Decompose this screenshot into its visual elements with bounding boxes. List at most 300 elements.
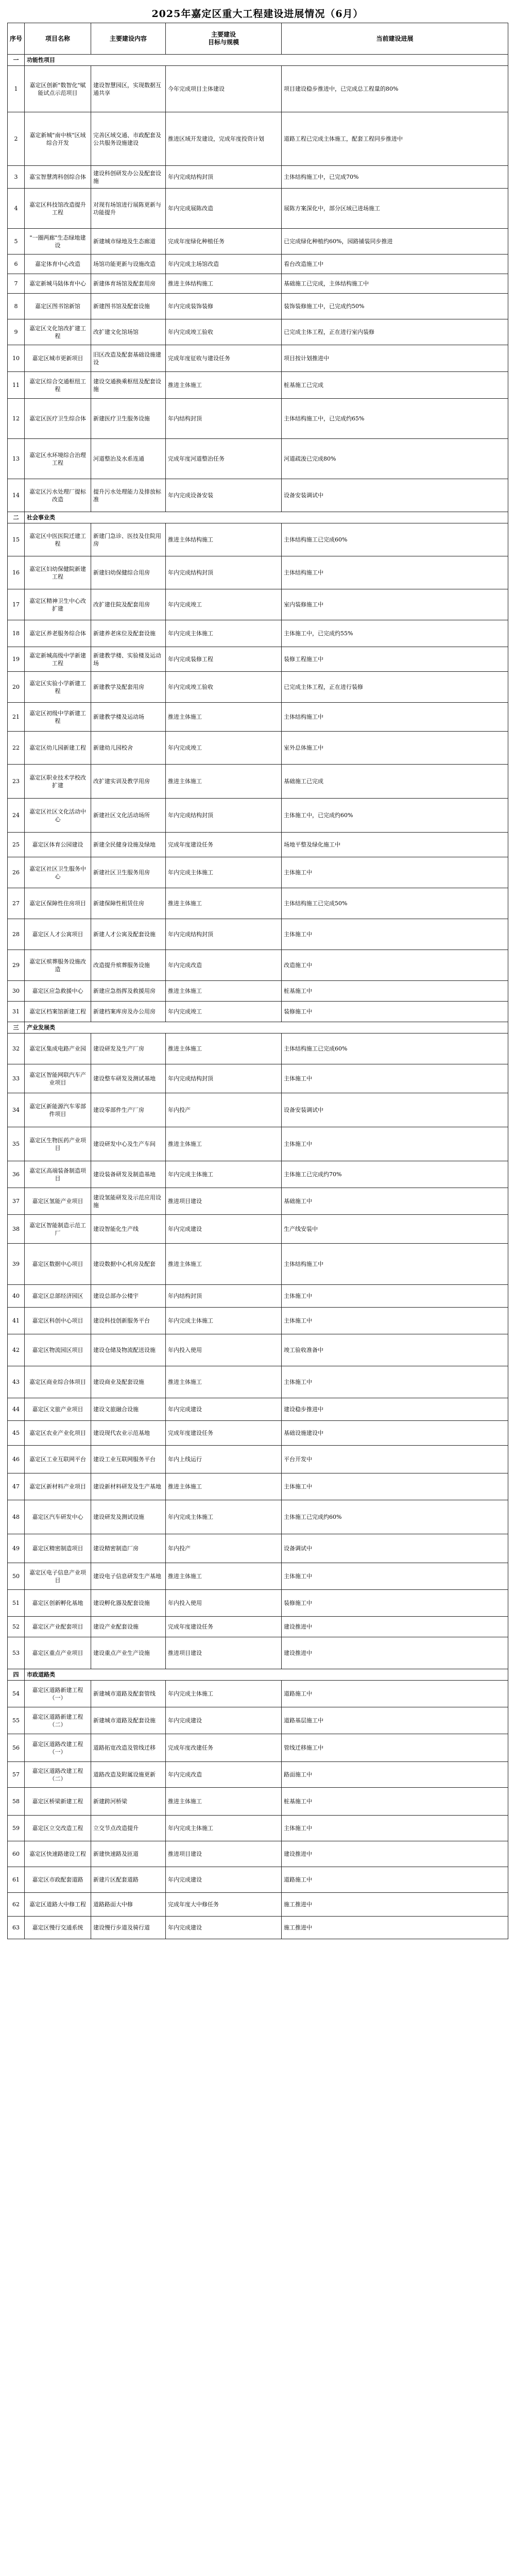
table-header-row bbox=[8, 23, 508, 55]
project-content: 建设交通换乘枢纽及配套设施 bbox=[91, 372, 166, 399]
category-name: 产业发展类 bbox=[25, 1022, 508, 1033]
row-number: 48 bbox=[8, 1500, 25, 1534]
category-number: 二 bbox=[8, 512, 25, 523]
table-row bbox=[8, 1127, 508, 1161]
project-goal: 年内完成结构封顶 bbox=[166, 799, 282, 833]
table-row bbox=[8, 255, 508, 274]
project-progress: 设备安装调试中 bbox=[282, 1093, 508, 1127]
project-name: 嘉定区社区文化活动中心 bbox=[25, 799, 91, 833]
row-number: 44 bbox=[8, 1398, 25, 1421]
project-content: 新建图书馆及配套设施 bbox=[91, 294, 166, 319]
project-progress: 建设稳步推进中 bbox=[282, 1398, 508, 1421]
project-name: 嘉定区新能源汽车零部件项目 bbox=[25, 1093, 91, 1127]
project-content: 新建应急指挥及救援用房 bbox=[91, 981, 166, 1002]
project-goal: 年内完成竣工验收 bbox=[166, 672, 282, 703]
project-content: 建设数据中心机房及配套 bbox=[91, 1244, 166, 1285]
project-goal: 年内完成主场馆改造 bbox=[166, 255, 282, 274]
project-progress: 主体施工中 bbox=[282, 1064, 508, 1093]
project-content: 新建城市绿地及生态廊道 bbox=[91, 229, 166, 255]
project-progress: 主体施工中 bbox=[282, 857, 508, 888]
project-progress: 主体施工中，已完成约60% bbox=[282, 799, 508, 833]
table-row bbox=[8, 479, 508, 512]
project-goal: 今年完成项目主体建设 bbox=[166, 66, 282, 112]
project-name: 嘉定区创新孵化基地 bbox=[25, 1590, 91, 1617]
project-name: 嘉定区社区卫生服务中心 bbox=[25, 857, 91, 888]
project-progress: 桩基施工已完成 bbox=[282, 372, 508, 399]
table-row bbox=[8, 1002, 508, 1022]
project-name: 嘉定区精密制造项目 bbox=[25, 1534, 91, 1563]
project-name: 嘉定区医疗卫生综合体 bbox=[25, 399, 91, 439]
project-goal: 完成年度建设任务 bbox=[166, 833, 282, 857]
table-row bbox=[8, 1334, 508, 1366]
project-progress: 主体结构施工已完成60% bbox=[282, 1033, 508, 1064]
table-row bbox=[8, 703, 508, 732]
header-name: 项目名称 bbox=[25, 23, 91, 55]
project-name: 嘉定区氢能产业项目 bbox=[25, 1188, 91, 1215]
row-number: 35 bbox=[8, 1127, 25, 1161]
project-goal: 年内完成建设 bbox=[166, 1398, 282, 1421]
project-goal: 推进项目建设 bbox=[166, 1637, 282, 1669]
project-name: 嘉定区高端装备制造项目 bbox=[25, 1161, 91, 1188]
project-name: 嘉定区污水处理厂提标改造 bbox=[25, 479, 91, 512]
row-number: 37 bbox=[8, 1188, 25, 1215]
project-goal: 年内完成结构封顶 bbox=[166, 919, 282, 950]
row-number: 20 bbox=[8, 672, 25, 703]
project-goal: 完成年度建设任务 bbox=[166, 1421, 282, 1446]
project-name: 嘉定区殡葬服务设施改造 bbox=[25, 950, 91, 981]
project-progress: 项目建设稳步推进中，已完成总工程量的80% bbox=[282, 66, 508, 112]
row-number: 26 bbox=[8, 857, 25, 888]
project-goal: 年内完成竣工 bbox=[166, 732, 282, 765]
category-name: 功能性项目 bbox=[25, 55, 508, 66]
table-row bbox=[8, 294, 508, 319]
project-goal: 推进项目建设 bbox=[166, 1188, 282, 1215]
project-name: 嘉定区养老服务综合体 bbox=[25, 620, 91, 647]
header-progress: 当前建设进展 bbox=[282, 23, 508, 55]
project-progress: 室外总体施工中 bbox=[282, 732, 508, 765]
project-content: 道路路面大中修 bbox=[91, 1893, 166, 1917]
project-goal: 推进主体施工 bbox=[166, 703, 282, 732]
table-row bbox=[8, 799, 508, 833]
project-name: 嘉定区初级中学新建工程 bbox=[25, 703, 91, 732]
row-number: 17 bbox=[8, 589, 25, 620]
project-progress: 建设推进中 bbox=[282, 1841, 508, 1867]
project-name: 嘉宝智慧湾科创综合体 bbox=[25, 166, 91, 189]
table-row bbox=[8, 556, 508, 589]
table-row bbox=[8, 1188, 508, 1215]
row-number: 60 bbox=[8, 1841, 25, 1867]
table-row bbox=[8, 589, 508, 620]
project-name: 嘉定区城市更新项目 bbox=[25, 345, 91, 372]
project-name: 嘉定区桥梁新建工程 bbox=[25, 1788, 91, 1816]
row-number: 46 bbox=[8, 1446, 25, 1473]
project-goal: 推进主体施工 bbox=[166, 888, 282, 919]
project-content: 新建保障性租赁住房 bbox=[91, 888, 166, 919]
table-row bbox=[8, 765, 508, 799]
project-goal: 年内完成建设 bbox=[166, 1867, 282, 1893]
table-row bbox=[8, 345, 508, 372]
table-row bbox=[8, 274, 508, 294]
project-progress: 桩基施工中 bbox=[282, 981, 508, 1002]
project-goal: 年内完成建设 bbox=[166, 1917, 282, 1939]
project-name: 嘉定区道路新建工程（一） bbox=[25, 1681, 91, 1707]
project-goal: 年内完成主体施工 bbox=[166, 1161, 282, 1188]
project-content: 建设研发及生产厂房 bbox=[91, 1033, 166, 1064]
table-row bbox=[8, 1734, 508, 1762]
category-number: 一 bbox=[8, 55, 25, 66]
project-goal: 年内完成建设 bbox=[166, 1215, 282, 1244]
table-row bbox=[8, 1366, 508, 1398]
project-goal: 完成年度征收与建设任务 bbox=[166, 345, 282, 372]
project-progress: 已完成主体工程，正在进行室内装修 bbox=[282, 319, 508, 345]
project-goal: 推进主体结构施工 bbox=[166, 523, 282, 556]
table-row bbox=[8, 1308, 508, 1334]
project-goal: 年内投入使用 bbox=[166, 1334, 282, 1366]
project-content: 新建城市道路及配套管线 bbox=[91, 1681, 166, 1707]
project-name: 嘉定区档案馆新建工程 bbox=[25, 1002, 91, 1022]
project-progress: 基础施工已完成，主体结构施工中 bbox=[282, 274, 508, 294]
project-progress: 桩基施工中 bbox=[282, 1788, 508, 1816]
row-number: 33 bbox=[8, 1064, 25, 1093]
project-goal: 年内完成主体施工 bbox=[166, 857, 282, 888]
project-goal: 年内完成装修工程 bbox=[166, 647, 282, 672]
project-name: 嘉定区文旅产业项目 bbox=[25, 1398, 91, 1421]
row-number: 29 bbox=[8, 950, 25, 981]
project-progress: 基础施工中 bbox=[282, 1188, 508, 1215]
project-goal: 推进主体结构施工 bbox=[166, 274, 282, 294]
project-content: 建设智能化生产线 bbox=[91, 1215, 166, 1244]
project-content: 建设智慧园区，实现数据互通共享 bbox=[91, 66, 166, 112]
table-row bbox=[8, 1093, 508, 1127]
table-row bbox=[8, 1590, 508, 1617]
project-progress: 看台改造施工中 bbox=[282, 255, 508, 274]
project-name: 嘉定区保障性住房项目 bbox=[25, 888, 91, 919]
project-goal: 推进主体施工 bbox=[166, 1127, 282, 1161]
row-number: 55 bbox=[8, 1707, 25, 1734]
row-number: 38 bbox=[8, 1215, 25, 1244]
project-progress: 主体结构施工已完成50% bbox=[282, 888, 508, 919]
project-name: 嘉定区道路新建工程（二） bbox=[25, 1707, 91, 1734]
row-number: 22 bbox=[8, 732, 25, 765]
project-progress: 装修施工中 bbox=[282, 1590, 508, 1617]
project-name: 嘉定区汽车研发中心 bbox=[25, 1500, 91, 1534]
project-content: 建设零部件生产厂房 bbox=[91, 1093, 166, 1127]
row-number: 45 bbox=[8, 1421, 25, 1446]
table-row bbox=[8, 1285, 508, 1308]
project-name: 嘉定区新材料产业项目 bbox=[25, 1473, 91, 1500]
category-row bbox=[8, 55, 508, 66]
project-goal: 年内完成竣工 bbox=[166, 1002, 282, 1022]
table-row bbox=[8, 1841, 508, 1867]
category-row bbox=[8, 512, 508, 523]
project-content: 新建门急诊、医技及住院用房 bbox=[91, 523, 166, 556]
project-progress: 建设推进中 bbox=[282, 1637, 508, 1669]
project-progress: 主体施工中 bbox=[282, 919, 508, 950]
project-content: 建设慢行步道及骑行道 bbox=[91, 1917, 166, 1939]
project-content: 对现有场馆进行展陈更新与功能提升 bbox=[91, 189, 166, 229]
table-row bbox=[8, 439, 508, 479]
row-number: 53 bbox=[8, 1637, 25, 1669]
project-goal: 年内上线运行 bbox=[166, 1446, 282, 1473]
row-number: 23 bbox=[8, 765, 25, 799]
table-row bbox=[8, 166, 508, 189]
row-number: 39 bbox=[8, 1244, 25, 1285]
project-content: 新建快速路及匝道 bbox=[91, 1841, 166, 1867]
table-row bbox=[8, 1893, 508, 1917]
project-goal: 年内完成改造 bbox=[166, 950, 282, 981]
project-content: 建设产业配套设施 bbox=[91, 1617, 166, 1637]
project-progress: 主体施工中 bbox=[282, 1366, 508, 1398]
table-row bbox=[8, 523, 508, 556]
header-no: 序号 bbox=[8, 23, 25, 55]
project-name: 嘉定区体育公园建设 bbox=[25, 833, 91, 857]
project-name: 嘉定区中医医院迁建工程 bbox=[25, 523, 91, 556]
project-goal: 年内投产 bbox=[166, 1534, 282, 1563]
project-content: 新建全民健身设施及绿地 bbox=[91, 833, 166, 857]
project-name: 嘉定区文化馆改扩建工程 bbox=[25, 319, 91, 345]
table-row bbox=[8, 1473, 508, 1500]
project-goal: 年内结构封顶 bbox=[166, 399, 282, 439]
table-row bbox=[8, 1617, 508, 1637]
project-goal: 年内完成主体施工 bbox=[166, 1816, 282, 1841]
header-content: 主要建设内容 bbox=[91, 23, 166, 55]
project-goal: 年内完成主体施工 bbox=[166, 1500, 282, 1534]
project-content: 建设整车研发及测试基地 bbox=[91, 1064, 166, 1093]
row-number: 8 bbox=[8, 294, 25, 319]
project-progress: 主体结构施工中 bbox=[282, 556, 508, 589]
project-content: 改扩建住院及配套用房 bbox=[91, 589, 166, 620]
row-number: 59 bbox=[8, 1816, 25, 1841]
project-content: 建设精密制造厂房 bbox=[91, 1534, 166, 1563]
project-content: 建设研发中心及生产车间 bbox=[91, 1127, 166, 1161]
project-progress: 主体施工中 bbox=[282, 1563, 508, 1590]
project-progress: 展陈方案深化中，部分区域已进场施工 bbox=[282, 189, 508, 229]
project-content: 新建医疗卫生服务设施 bbox=[91, 399, 166, 439]
project-content: 改扩建文化馆场馆 bbox=[91, 319, 166, 345]
project-progress: 主体施工中 bbox=[282, 1127, 508, 1161]
project-name: 嘉定区职业技术学校改扩建 bbox=[25, 765, 91, 799]
project-progress: 主体施工已完成约70% bbox=[282, 1161, 508, 1188]
document-title: 2025年嘉定区重大工程建设进展情况（6月） bbox=[151, 8, 364, 20]
row-number: 4 bbox=[8, 189, 25, 229]
project-progress: 河道疏浚已完成80% bbox=[282, 439, 508, 479]
table-row bbox=[8, 229, 508, 255]
table-row bbox=[8, 1064, 508, 1093]
project-content: 场馆功能更新与设施改造 bbox=[91, 255, 166, 274]
row-number: 54 bbox=[8, 1681, 25, 1707]
project-content: 建设总部办公楼宇 bbox=[91, 1285, 166, 1308]
table-row bbox=[8, 1788, 508, 1816]
project-progress: 路面施工中 bbox=[282, 1762, 508, 1788]
row-number: 19 bbox=[8, 647, 25, 672]
project-name: 嘉定区生物医药产业项目 bbox=[25, 1127, 91, 1161]
table-row bbox=[8, 647, 508, 672]
project-content: 新建教学楼、实验楼及运动场 bbox=[91, 647, 166, 672]
project-name: 嘉定区快速路建设工程 bbox=[25, 1841, 91, 1867]
table-body bbox=[8, 55, 508, 1939]
table-row bbox=[8, 950, 508, 981]
project-progress: 设备调试中 bbox=[282, 1534, 508, 1563]
project-content: 建设孵化器及配套设施 bbox=[91, 1590, 166, 1617]
project-name: 嘉定区图书馆新馆 bbox=[25, 294, 91, 319]
project-goal: 推进区域开发建设，完成年度投资计划 bbox=[166, 112, 282, 166]
project-name: 嘉定区道路大中修工程 bbox=[25, 1893, 91, 1917]
project-goal: 年内完成主体施工 bbox=[166, 1308, 282, 1334]
project-content: 道路拓宽改造及管线迁移 bbox=[91, 1734, 166, 1762]
project-progress: 施工推进中 bbox=[282, 1917, 508, 1939]
project-goal: 年内完成结构封顶 bbox=[166, 556, 282, 589]
project-progress: 项目按计划推进中 bbox=[282, 345, 508, 372]
project-name: 嘉定区农业产业化项目 bbox=[25, 1421, 91, 1446]
row-number: 11 bbox=[8, 372, 25, 399]
row-number: 13 bbox=[8, 439, 25, 479]
project-name: 嘉定体育中心改造 bbox=[25, 255, 91, 274]
project-progress: 道路施工中 bbox=[282, 1681, 508, 1707]
project-progress: 主体施工中 bbox=[282, 1285, 508, 1308]
project-goal: 推进主体施工 bbox=[166, 1244, 282, 1285]
table-row bbox=[8, 1917, 508, 1939]
project-progress: 主体施工已完成约60% bbox=[282, 1500, 508, 1534]
project-progress: 装修工程施工中 bbox=[282, 647, 508, 672]
project-progress: 施工推进中 bbox=[282, 1893, 508, 1917]
project-progress: 道路工程已完成主体施工，配套工程同步推进中 bbox=[282, 112, 508, 166]
project-progress: 竣工验收准备中 bbox=[282, 1334, 508, 1366]
document-page bbox=[7, 5, 508, 1939]
project-content: 新建教学楼及运动场 bbox=[91, 703, 166, 732]
project-progress: 设备安装调试中 bbox=[282, 479, 508, 512]
project-content: 新建城市道路及配套设施 bbox=[91, 1707, 166, 1734]
table-row bbox=[8, 1161, 508, 1188]
project-progress: 建设推进中 bbox=[282, 1617, 508, 1637]
row-number: 5 bbox=[8, 229, 25, 255]
project-content: 建设科创研发办公及配套设施 bbox=[91, 166, 166, 189]
project-goal: 完成年度大中修任务 bbox=[166, 1893, 282, 1917]
row-number: 40 bbox=[8, 1285, 25, 1308]
row-number: 15 bbox=[8, 523, 25, 556]
project-progress: 主体结构施工中 bbox=[282, 1244, 508, 1285]
row-number: 7 bbox=[8, 274, 25, 294]
row-number: 58 bbox=[8, 1788, 25, 1816]
project-name: 嘉定区市政配套道路 bbox=[25, 1867, 91, 1893]
project-content: 建设新材料研发及生产基地 bbox=[91, 1473, 166, 1500]
project-table bbox=[7, 23, 508, 1939]
project-goal: 年内完成改造 bbox=[166, 1762, 282, 1788]
row-number: 25 bbox=[8, 833, 25, 857]
category-number: 三 bbox=[8, 1022, 25, 1033]
table-row bbox=[8, 1244, 508, 1285]
project-goal: 推进项目建设 bbox=[166, 1841, 282, 1867]
project-content: 立交节点改造提升 bbox=[91, 1816, 166, 1841]
project-content: 新建体育场馆及配套用房 bbox=[91, 274, 166, 294]
project-content: 新建妇幼保健综合用房 bbox=[91, 556, 166, 589]
table-row bbox=[8, 372, 508, 399]
project-name: 嘉定区重点产业项目 bbox=[25, 1637, 91, 1669]
row-number: 63 bbox=[8, 1917, 25, 1939]
project-goal: 推进主体施工 bbox=[166, 765, 282, 799]
project-name: 嘉定区立交改造工程 bbox=[25, 1816, 91, 1841]
row-number: 32 bbox=[8, 1033, 25, 1064]
project-content: 旧区改造及配套基础设施建设 bbox=[91, 345, 166, 372]
row-number: 57 bbox=[8, 1762, 25, 1788]
project-name: 嘉定区水环境综合治理工程 bbox=[25, 439, 91, 479]
project-content: 道路改造及附属设施更新 bbox=[91, 1762, 166, 1788]
project-content: 完善区域交通、市政配套及公共服务设施建设 bbox=[91, 112, 166, 166]
project-goal: 推进主体施工 bbox=[166, 1366, 282, 1398]
project-content: 改扩建实训及教学用房 bbox=[91, 765, 166, 799]
table-row bbox=[8, 888, 508, 919]
table-row bbox=[8, 1398, 508, 1421]
project-goal: 完成年度建设任务 bbox=[166, 1617, 282, 1637]
project-content: 新建档案库房及办公用房 bbox=[91, 1002, 166, 1022]
project-progress: 主体施工中 bbox=[282, 1473, 508, 1500]
project-name: 嘉定区科创中心项目 bbox=[25, 1308, 91, 1334]
category-row bbox=[8, 1022, 508, 1033]
header-goal: 主要建设 目标与规模 bbox=[166, 23, 282, 55]
project-content: 建设现代农业示范基地 bbox=[91, 1421, 166, 1446]
table-row bbox=[8, 112, 508, 166]
project-goal: 完成年度河道整治任务 bbox=[166, 439, 282, 479]
project-name: 嘉定区集成电路产业园 bbox=[25, 1033, 91, 1064]
project-content: 河道整治及水系连通 bbox=[91, 439, 166, 479]
row-number: 43 bbox=[8, 1366, 25, 1398]
project-goal: 年内完成主体施工 bbox=[166, 620, 282, 647]
project-goal: 推进主体施工 bbox=[166, 981, 282, 1002]
table-row bbox=[8, 732, 508, 765]
table-row bbox=[8, 1867, 508, 1893]
row-number: 27 bbox=[8, 888, 25, 919]
category-name: 市政道路类 bbox=[25, 1669, 508, 1681]
project-progress: 平台开发中 bbox=[282, 1446, 508, 1473]
project-content: 建设工业互联网服务平台 bbox=[91, 1446, 166, 1473]
project-name: 嘉定区幼儿园新建工程 bbox=[25, 732, 91, 765]
category-row bbox=[8, 1669, 508, 1681]
table-row bbox=[8, 1033, 508, 1064]
project-name: 嘉定区智能制造示范工厂 bbox=[25, 1215, 91, 1244]
row-number: 42 bbox=[8, 1334, 25, 1366]
project-name: 嘉定区产业配套项目 bbox=[25, 1617, 91, 1637]
project-content: 新建社区文化活动场所 bbox=[91, 799, 166, 833]
table-row bbox=[8, 66, 508, 112]
project-name: 嘉定区工业互联网平台 bbox=[25, 1446, 91, 1473]
project-progress: 主体结构施工已完成60% bbox=[282, 523, 508, 556]
project-name: 嘉定区总部经济园区 bbox=[25, 1285, 91, 1308]
row-number: 52 bbox=[8, 1617, 25, 1637]
table-row bbox=[8, 672, 508, 703]
category-number: 四 bbox=[8, 1669, 25, 1681]
project-progress: 装修施工中 bbox=[282, 1002, 508, 1022]
project-name: 嘉定区应急救援中心 bbox=[25, 981, 91, 1002]
project-content: 建设商业及配套设施 bbox=[91, 1366, 166, 1398]
row-number: 47 bbox=[8, 1473, 25, 1500]
project-name: 嘉定新城"南中核"区域综合开发 bbox=[25, 112, 91, 166]
row-number: 6 bbox=[8, 255, 25, 274]
row-number: 14 bbox=[8, 479, 25, 512]
table-row bbox=[8, 981, 508, 1002]
project-content: 改造提升殡葬服务设施 bbox=[91, 950, 166, 981]
row-number: 28 bbox=[8, 919, 25, 950]
project-goal: 年内完成展陈改造 bbox=[166, 189, 282, 229]
project-name: 嘉定区电子信息产业项目 bbox=[25, 1563, 91, 1590]
project-progress: 道路基层施工中 bbox=[282, 1707, 508, 1734]
project-goal: 年内完成结构封顶 bbox=[166, 1064, 282, 1093]
category-name: 社会事业类 bbox=[25, 512, 508, 523]
row-number: 56 bbox=[8, 1734, 25, 1762]
project-name: 嘉定区道路改建工程（一） bbox=[25, 1734, 91, 1762]
project-content: 建设仓储及物流配送设施 bbox=[91, 1334, 166, 1366]
project-progress: 室内装修施工中 bbox=[282, 589, 508, 620]
table-row bbox=[8, 1762, 508, 1788]
row-number: 62 bbox=[8, 1893, 25, 1917]
